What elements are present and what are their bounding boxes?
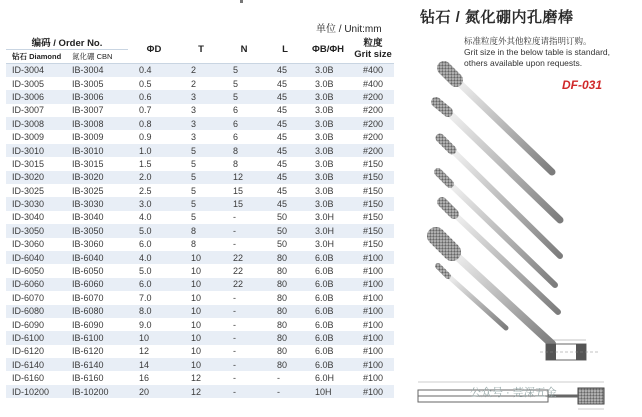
diameter-d-cell: 3.0	[128, 197, 180, 210]
header-row-1	[6, 35, 394, 50]
shank-bh-cell: 3.0B	[315, 158, 334, 169]
length-n-cell: -	[233, 292, 237, 303]
length-n-cell: 5	[222, 64, 266, 77]
length-l-cell: 45	[266, 90, 304, 103]
thickness-t-cell: 5	[180, 171, 222, 184]
shank-bh-cell: 3.0B	[315, 132, 334, 143]
table-row	[6, 318, 394, 331]
grit-note-cn: 标准粒度外其他粒度请指明订购。	[464, 36, 592, 46]
thickness-t-cell: 10	[191, 319, 202, 330]
grit-size-cell: #150	[363, 239, 384, 250]
shank-bh-cell: 6.0B	[304, 251, 352, 264]
diamond-code-cell: ID-3010	[6, 144, 66, 157]
diameter-d-cell: 7.0	[139, 292, 152, 303]
table-row	[6, 331, 394, 344]
diameter-d-cell: 12	[139, 346, 150, 357]
thickness-t-cell: 5	[191, 185, 197, 196]
length-l-cell: 80	[266, 251, 304, 264]
cbn-code-cell: IB-3007	[72, 105, 104, 116]
diameter-d-cell: 0.7	[139, 105, 152, 116]
diameter-d-cell: 0.4	[128, 64, 180, 77]
grit-size-cell: #200	[352, 117, 394, 130]
thickness-t-cell: 10	[191, 292, 202, 303]
shank-bh-cell: 3.0H	[315, 239, 335, 250]
thickness-t-cell: 10	[180, 305, 222, 318]
rod-4	[438, 172, 555, 285]
shank-bh-cell: 3.0B	[304, 64, 352, 77]
table-row	[6, 224, 394, 237]
diamond-code-cell: ID-3007	[12, 105, 45, 116]
diameter-d-cell: 2.0	[128, 171, 180, 184]
thickness-t-cell: 8	[191, 239, 197, 250]
thickness-t-cell: 5	[191, 212, 197, 223]
diamond-code-cell: ID-6070	[12, 292, 45, 303]
length-l-cell: 50	[266, 224, 304, 237]
length-l-cell: 45	[266, 197, 304, 210]
grit-size-cell: #100	[352, 251, 394, 264]
length-n-cell: 15	[222, 197, 266, 210]
shank-bh-cell: 6.0B	[315, 266, 334, 277]
grit-header-cn: 粒度	[363, 38, 383, 49]
thickness-t-cell: 10	[180, 251, 222, 264]
diamond-code-cell: ID-6160	[12, 373, 45, 384]
length-n-cell: -	[222, 385, 266, 398]
col-t-header: T	[198, 43, 204, 55]
table-row	[6, 371, 394, 384]
watermark-text: 公众号 · 莞深五金	[470, 387, 557, 399]
diamond-code-cell: ID-6080	[6, 305, 66, 318]
cbn-header: 氮化硼 CBN	[72, 52, 113, 61]
grit-size-cell: #100	[352, 358, 394, 371]
length-n-cell: 15	[233, 185, 244, 196]
diamond-code-cell: ID-3040	[12, 212, 45, 223]
grit-size-cell: #100	[363, 346, 384, 357]
table-row	[6, 171, 394, 184]
grit-size-cell: #100	[363, 292, 384, 303]
cbn-code-cell: IB-6160	[72, 373, 104, 384]
length-n-cell: 22	[222, 278, 266, 291]
spec-table-body	[6, 64, 394, 399]
col-l-header: L	[282, 43, 288, 55]
grit-size-cell: #200	[352, 144, 394, 157]
grit-size-cell: #150	[352, 197, 394, 210]
diameter-d-cell: 0.5	[139, 78, 152, 89]
length-l-cell: 80	[277, 346, 288, 357]
length-n-cell: 6	[233, 105, 239, 116]
table-row	[6, 90, 394, 103]
diamond-code-cell: ID-10200	[6, 385, 66, 398]
length-l-cell: 50	[277, 212, 288, 223]
col-n-header: N	[240, 43, 248, 55]
cbn-code-cell: IB-3008	[66, 117, 128, 130]
cbn-code-cell: IB-3060	[72, 239, 104, 250]
length-l-cell: 45	[266, 64, 304, 77]
table-row	[6, 345, 394, 358]
cbn-code-cell: IB-6090	[72, 319, 104, 330]
cbn-code-cell: IB-3010	[66, 144, 128, 157]
grit-size-cell: #150	[352, 224, 394, 237]
length-n-cell: -	[222, 224, 266, 237]
length-n-cell: -	[233, 346, 237, 357]
grinding-rods-illustration	[410, 60, 642, 370]
shank-bh-cell: 3.0B	[315, 185, 334, 196]
diamond-code-cell: ID-3009	[12, 132, 45, 143]
thickness-t-cell: 5	[180, 197, 222, 210]
diamond-code-cell: ID-3030	[6, 197, 66, 210]
cbn-code-cell: IB-3006	[66, 90, 128, 103]
length-n-cell: 8	[222, 144, 266, 157]
cbn-code-cell: IB-3050	[66, 224, 128, 237]
diameter-d-cell: 2.5	[139, 185, 152, 196]
grit-size-cell: #100	[363, 319, 384, 330]
cbn-code-cell: IB-3040	[72, 212, 104, 223]
grit-size-cell: #100	[352, 385, 394, 398]
length-l-cell: 45	[266, 117, 304, 130]
length-l-cell: 80	[266, 358, 304, 371]
cbn-code-cell: IB-10200	[66, 385, 128, 398]
thickness-t-cell: 8	[180, 224, 222, 237]
diameter-d-cell: 9.0	[139, 319, 152, 330]
table-row	[6, 117, 394, 130]
shank-bh-cell: 6.0B	[315, 292, 334, 303]
diamond-code-cell: ID-6050	[12, 266, 45, 277]
grit-size-cell: #100	[352, 331, 394, 344]
diamond-code-cell: ID-3005	[12, 78, 45, 89]
length-l-cell: 45	[277, 105, 288, 116]
length-l-cell: 50	[277, 239, 288, 250]
shank-bh-cell: 3.0H	[304, 224, 352, 237]
length-n-cell: -	[233, 239, 237, 250]
thickness-t-cell: 10	[180, 358, 222, 371]
diameter-d-cell: 4.0	[139, 212, 152, 223]
diamond-code-cell: ID-6100	[6, 331, 66, 344]
table-row	[6, 197, 394, 210]
length-n-cell: -	[222, 358, 266, 371]
thickness-t-cell: 10	[180, 278, 222, 291]
top-mark	[240, 0, 243, 3]
length-l-cell: -	[277, 373, 281, 384]
diameter-d-cell: 6.0	[139, 239, 152, 250]
cbn-code-cell: IB-3030	[66, 197, 128, 210]
shank-bh-cell: 3.0B	[304, 90, 352, 103]
cbn-code-cell: IB-3004	[66, 64, 128, 77]
shank-bh-cell: 6.0B	[304, 305, 352, 318]
diamond-code-cell: ID-6090	[12, 319, 45, 330]
length-n-cell: 22	[222, 251, 266, 264]
table-row	[6, 238, 394, 251]
shank-bh-cell: 3.0B	[304, 117, 352, 130]
cbn-code-cell: IB-6060	[66, 278, 128, 291]
grit-size-cell: #400	[352, 64, 394, 77]
cbn-code-cell: IB-6120	[72, 346, 104, 357]
table-row	[6, 64, 394, 77]
diameter-d-cell: 8.0	[128, 305, 180, 318]
unit-label: 单位 / Unit:mm	[316, 24, 382, 35]
grit-size-cell: #200	[363, 132, 384, 143]
thickness-t-cell: 5	[180, 144, 222, 157]
diameter-d-cell: 5.0	[128, 224, 180, 237]
diamond-code-cell: ID-6140	[6, 358, 66, 371]
diamond-code-cell: ID-6120	[12, 346, 45, 357]
length-l-cell: -	[266, 385, 304, 398]
cbn-code-cell: IB-3015	[72, 158, 104, 169]
cbn-code-cell: IB-3009	[72, 132, 104, 143]
order-no-header: 编码 / Order No.	[31, 38, 103, 49]
diameter-d-cell: 0.9	[139, 132, 152, 143]
table-row	[6, 77, 394, 90]
diamond-code-cell: ID-3015	[12, 158, 45, 169]
grit-size-cell: #200	[363, 105, 384, 116]
length-n-cell: 8	[233, 158, 239, 169]
thickness-t-cell: 12	[191, 373, 202, 384]
length-n-cell: -	[233, 373, 237, 384]
cbn-code-cell: IB-6050	[72, 266, 104, 277]
table-row	[6, 130, 394, 143]
table-row	[6, 291, 394, 304]
diameter-d-cell: 6.0	[128, 278, 180, 291]
grit-header-en: Grit size	[354, 49, 392, 60]
cbn-code-cell: IB-6100	[66, 331, 128, 344]
length-l-cell: 80	[266, 305, 304, 318]
thickness-t-cell: 12	[180, 385, 222, 398]
thickness-t-cell: 3	[191, 105, 197, 116]
diamond-header: 钻石 Diamond	[12, 52, 62, 61]
diameter-d-cell: 10	[128, 331, 180, 344]
shank-bh-cell: 6.0H	[315, 373, 335, 384]
length-n-cell: -	[233, 212, 237, 223]
length-l-cell: 80	[266, 331, 304, 344]
thickness-t-cell: 2	[191, 78, 197, 89]
diamond-code-cell: ID-3060	[12, 239, 45, 250]
grit-size-cell: #150	[363, 158, 384, 169]
diamond-code-cell: ID-6060	[6, 278, 66, 291]
shank-bh-cell: 6.0B	[304, 331, 352, 344]
table-row	[6, 251, 394, 264]
table-row	[6, 278, 394, 291]
table-row	[6, 144, 394, 157]
cbn-code-cell: IB-6080	[66, 305, 128, 318]
product-title: 钻石 / 氮化硼内孔磨棒	[420, 9, 574, 26]
shank-bh-cell: 3.0B	[315, 78, 334, 89]
grit-size-cell: #200	[352, 90, 394, 103]
length-l-cell: 45	[277, 185, 288, 196]
shank-bh-cell: 3.0B	[304, 144, 352, 157]
diamond-code-cell: ID-3050	[6, 224, 66, 237]
length-n-cell: -	[222, 305, 266, 318]
cbn-code-cell: IB-3020	[66, 171, 128, 184]
diamond-code-cell: ID-3006	[6, 90, 66, 103]
grit-note-en-2: others available upon requests.	[464, 58, 583, 68]
length-l-cell: 45	[277, 78, 288, 89]
grit-header	[352, 35, 394, 64]
length-l-cell: 45	[266, 144, 304, 157]
length-n-cell: 12	[222, 171, 266, 184]
length-n-cell: 22	[233, 266, 244, 277]
spec-table	[6, 35, 394, 398]
cbn-code-cell: IB-3025	[72, 185, 104, 196]
length-n-cell: 5	[222, 90, 266, 103]
length-n-cell: 6	[233, 132, 239, 143]
diamond-code-cell: ID-3025	[12, 185, 45, 196]
cbn-code-cell: IB-3005	[72, 78, 104, 89]
diamond-code-cell: ID-3008	[6, 117, 66, 130]
table-row	[6, 184, 394, 197]
thickness-t-cell: 3	[191, 132, 197, 143]
grit-size-cell: #100	[363, 373, 384, 384]
table-row	[6, 305, 394, 318]
grit-note-en-1: Grit size in the below table is standard,	[464, 47, 610, 57]
col-bh-header: ΦB/ΦH	[312, 43, 344, 55]
length-l-cell: 80	[277, 266, 288, 277]
diameter-d-cell: 14	[128, 358, 180, 371]
diameter-d-cell: 1.0	[128, 144, 180, 157]
shank-bh-cell: 6.0B	[304, 358, 352, 371]
grit-size-cell: #150	[363, 212, 384, 223]
table-row	[6, 211, 394, 224]
table-row	[6, 358, 394, 371]
table-row	[6, 385, 394, 398]
diameter-d-cell: 16	[139, 373, 150, 384]
length-n-cell: 5	[233, 78, 239, 89]
length-l-cell: 80	[266, 278, 304, 291]
shank-bh-cell: 3.0B	[304, 171, 352, 184]
shank-bh-cell: 3.0B	[315, 105, 334, 116]
shank-bh-cell: 10H	[304, 385, 352, 398]
cbn-code-cell: IB-6140	[66, 358, 128, 371]
thickness-t-cell: 2	[180, 64, 222, 77]
model-code: DF-031	[562, 78, 603, 92]
shank-bh-cell: 6.0B	[315, 319, 334, 330]
shank-bh-cell: 6.0B	[304, 278, 352, 291]
length-l-cell: 80	[277, 292, 288, 303]
diameter-d-cell: 5.0	[139, 266, 152, 277]
table-row	[6, 157, 394, 170]
rod-3	[440, 138, 560, 256]
diameter-d-cell: 0.6	[128, 90, 180, 103]
length-n-cell: -	[233, 319, 237, 330]
thickness-t-cell: 3	[180, 90, 222, 103]
grit-size-cell: #400	[363, 78, 384, 89]
grit-size-cell: #100	[352, 305, 394, 318]
cbn-code-cell: IB-6070	[72, 292, 104, 303]
length-l-cell: 45	[277, 158, 288, 169]
grit-size-cell: #100	[363, 266, 384, 277]
thickness-t-cell: 3	[180, 117, 222, 130]
cbn-code-cell: IB-6040	[66, 251, 128, 264]
grit-size-cell: #150	[363, 185, 384, 196]
shank-bh-cell: 3.0B	[304, 197, 352, 210]
diameter-d-cell: 0.8	[128, 117, 180, 130]
diamond-code-cell: ID-3020	[6, 171, 66, 184]
grit-size-cell: #100	[352, 278, 394, 291]
diameter-d-cell: 20	[128, 385, 180, 398]
length-n-cell: -	[222, 331, 266, 344]
length-l-cell: 80	[277, 319, 288, 330]
length-l-cell: 45	[277, 132, 288, 143]
table-row	[6, 264, 394, 277]
length-l-cell: 45	[266, 171, 304, 184]
thickness-t-cell: 10	[180, 331, 222, 344]
rod-cross-section-drawing	[540, 338, 610, 366]
col-d-header: ΦD	[146, 43, 162, 55]
thickness-t-cell: 10	[191, 346, 202, 357]
table-row	[6, 104, 394, 117]
thickness-t-cell: 10	[191, 266, 202, 277]
shank-bh-cell: 3.0H	[315, 212, 335, 223]
thickness-t-cell: 5	[191, 158, 197, 169]
diameter-d-cell: 1.5	[139, 158, 152, 169]
grit-size-cell: #150	[352, 171, 394, 184]
diamond-code-cell: ID-6040	[6, 251, 66, 264]
diameter-d-cell: 4.0	[128, 251, 180, 264]
length-n-cell: 6	[222, 117, 266, 130]
shank-bh-cell: 6.0B	[315, 346, 334, 357]
diamond-code-cell: ID-3004	[6, 64, 66, 77]
